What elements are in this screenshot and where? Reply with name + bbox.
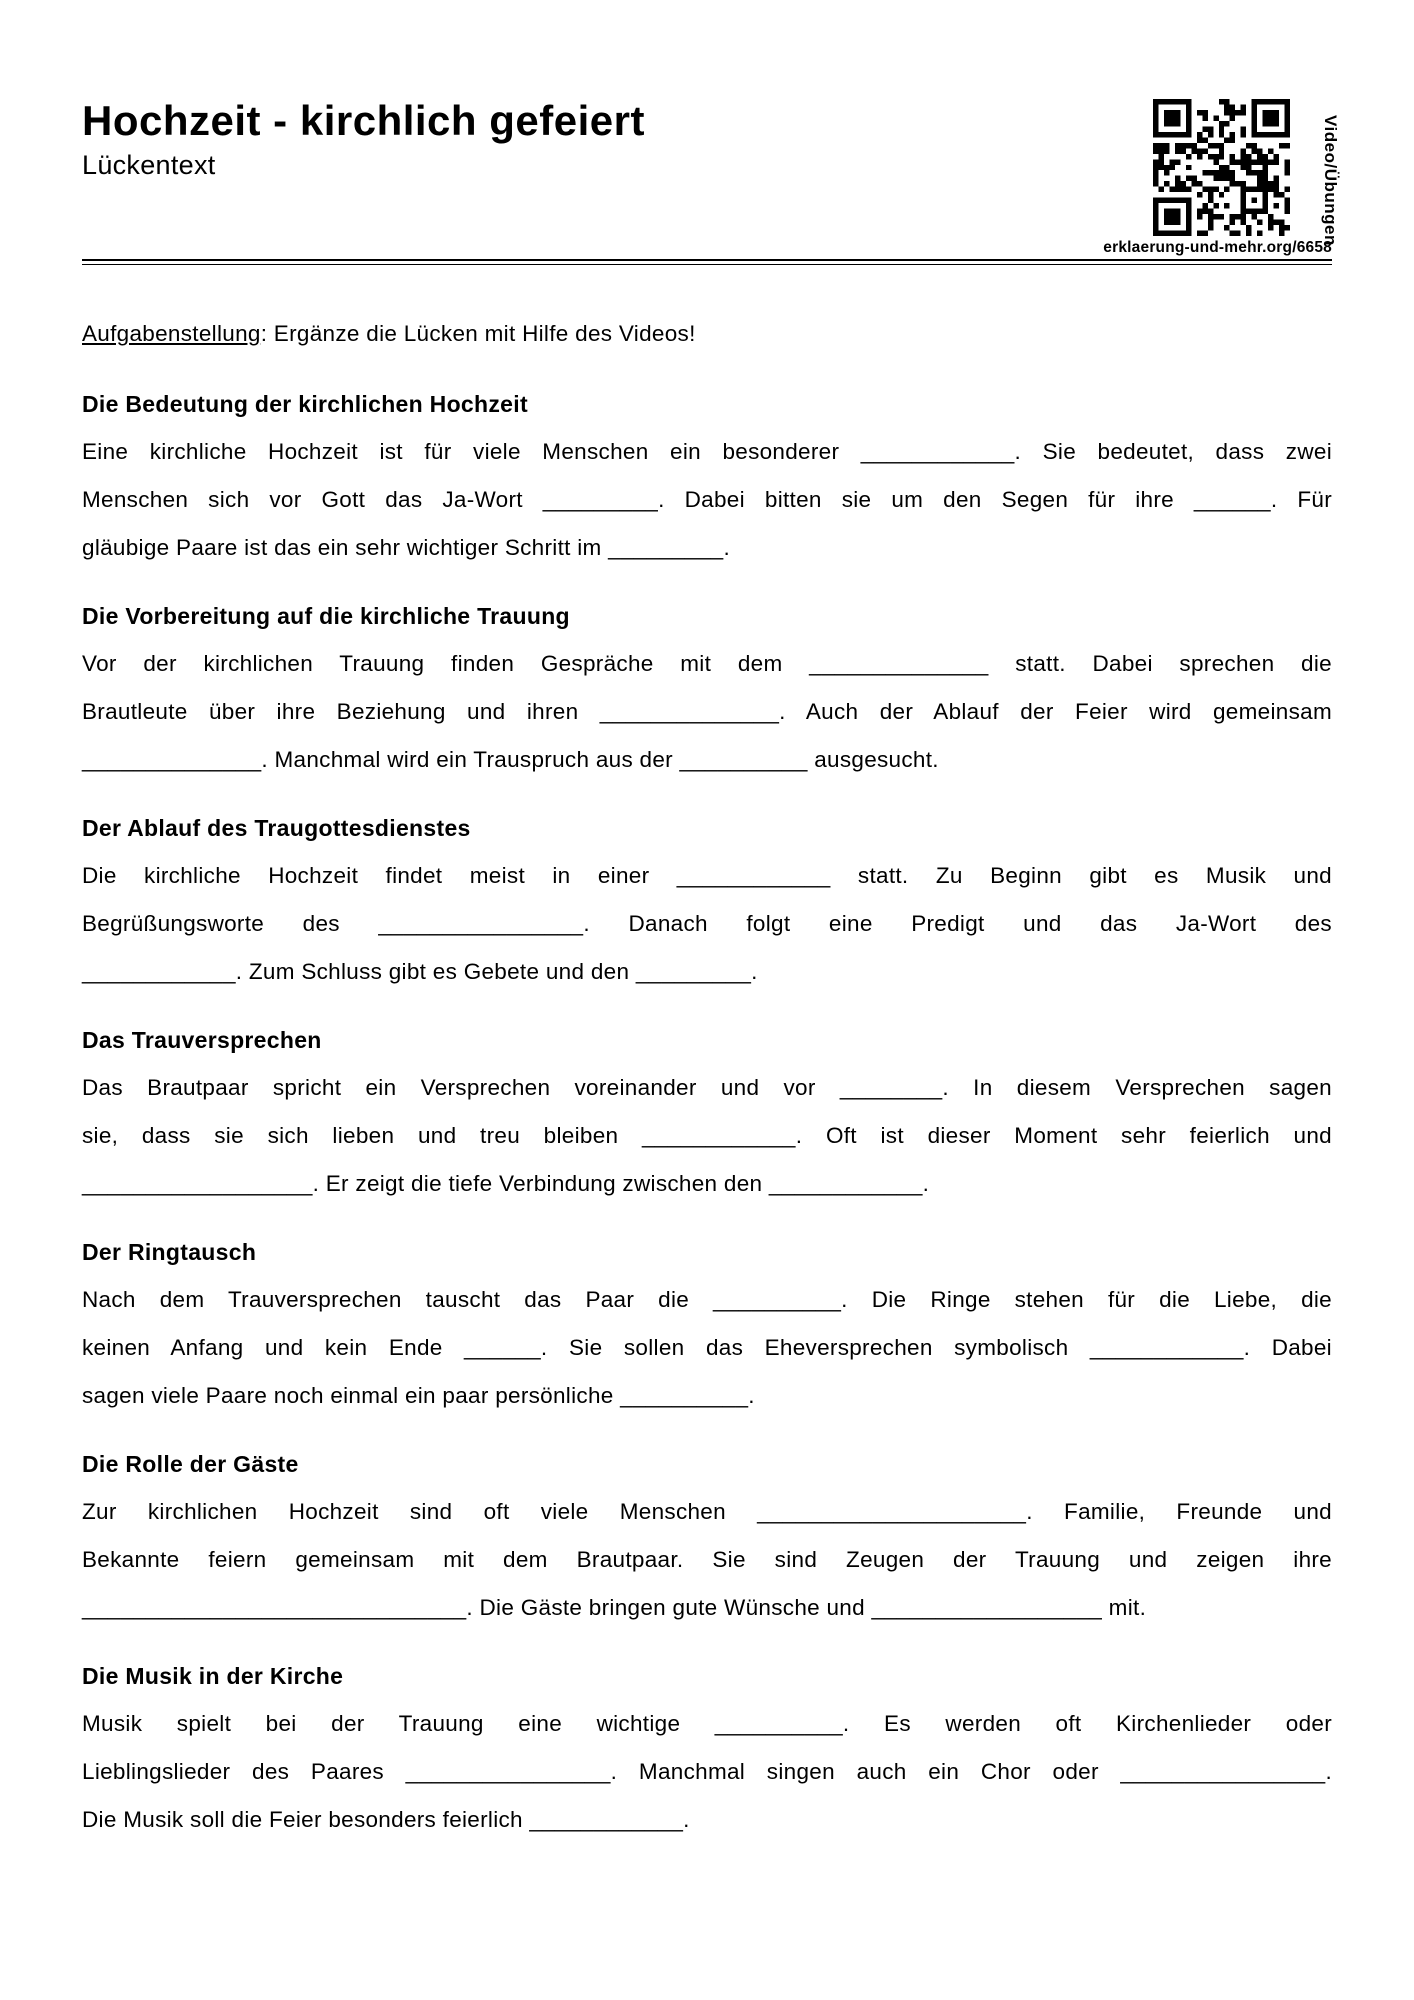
- section-text-line: ____________. Zum Schluss gibt es Gebete und den _________.: [82, 959, 758, 985]
- section-text-line: __________________. Er zeigt die tiefe Verbindung zwischen den ____________.: [82, 1171, 930, 1197]
- section-text-line: Nach dem Trauversprechen tauscht das Paar die __________. Die Ringe stehen für die Liebe, die: [82, 1287, 1332, 1313]
- page-subtitle: Lückentext: [82, 150, 216, 181]
- section-ablauf: [82, 813, 1332, 996]
- task-text: : Ergänze die Lücken mit Hilfe des Videos!: [260, 321, 696, 347]
- qr-caption: Video/Übungen: [1321, 115, 1340, 246]
- section-text-line: Begrüßungsworte des ________________. Danach folgt eine Predigt und das Ja-Wort des: [82, 911, 1332, 937]
- section-heading: Die Musik in der Kirche: [82, 1663, 344, 1690]
- section-text-line: Menschen sich vor Gott das Ja-Wort _________. Dabei bitten sie um den Segen für ihre ______. Für: [82, 487, 1332, 513]
- section-text-line: Das Brautpaar spricht ein Versprechen voreinander und vor ________. In diesem Versprechen sagen: [82, 1075, 1332, 1101]
- section-text-line: Bekannte feiern gemeinsam mit dem Brautpaar. Sie sind Zeugen der Trauung und zeigen ihre: [82, 1547, 1332, 1573]
- section-gaeste: [82, 1449, 1332, 1632]
- section-musik: [82, 1661, 1332, 1844]
- section-heading: Die Bedeutung der kirchlichen Hochzeit: [82, 391, 528, 418]
- source-url: erklaerung-und-mehr.org/6658: [1103, 239, 1332, 257]
- section-bedeutung: [82, 389, 1332, 572]
- section-text-line: Brautleute über ihre Beziehung und ihren ______________. Auch der Ablauf der Feier wird gemeinsam: [82, 699, 1332, 725]
- section-text-line: gläubige Paare ist das ein sehr wichtiger Schritt im _________.: [82, 535, 731, 561]
- section-trauversprechen: [82, 1025, 1332, 1208]
- header-divider: [82, 259, 1332, 265]
- page-content: [82, 0, 1332, 1873]
- sections-container: [82, 389, 1332, 1844]
- section-text-line: ______________________________. Die Gäste bringen gute Wünsche und __________________ mit.: [82, 1595, 1147, 1621]
- section-heading: Das Trauversprechen: [82, 1027, 322, 1054]
- section-text-line: Vor der kirchlichen Trauung finden Gespräche mit dem ______________ statt. Dabei sprechen die: [82, 651, 1332, 677]
- section-text-line: Eine kirchliche Hochzeit ist für viele Menschen ein besonderer ____________. Sie bedeutet, dass zwei: [82, 439, 1332, 465]
- section-text-line: Die Musik soll die Feier besonders feierlich ____________.: [82, 1807, 690, 1833]
- section-ringtausch: [82, 1237, 1332, 1420]
- task-instruction: [82, 321, 1332, 347]
- section-text-line: Zur kirchlichen Hochzeit sind oft viele Menschen _____________________. Familie, Freunde und: [82, 1499, 1332, 1525]
- section-text-line: sie, dass sie sich lieben und treu bleiben ____________. Oft ist dieser Moment sehr feierlich und: [82, 1123, 1332, 1149]
- section-text-line: Musik spielt bei der Trauung eine wichtige __________. Es werden oft Kirchenlieder oder: [82, 1711, 1332, 1737]
- section-vorbereitung: [82, 601, 1332, 784]
- qr-code: [1153, 99, 1290, 236]
- section-heading: Der Ringtausch: [82, 1239, 257, 1266]
- section-text-line: keinen Anfang und kein Ende ______. Sie sollen das Eheversprechen symbolisch ____________. Dabei: [82, 1335, 1332, 1361]
- section-text-line: Lieblingslieder des Paares ________________. Manchmal singen auch ein Chor oder ________________.: [82, 1759, 1332, 1785]
- section-heading: Der Ablauf des Traugottesdienstes: [82, 815, 471, 842]
- section-heading: Die Rolle der Gäste: [82, 1451, 299, 1478]
- section-text-line: Die kirchliche Hochzeit findet meist in einer ____________ statt. Zu Beginn gibt es Musik und: [82, 863, 1332, 889]
- qr-code-svg: [1153, 99, 1290, 236]
- section-text-line: sagen viele Paare noch einmal ein paar persönliche __________.: [82, 1383, 755, 1409]
- section-text-line: ______________. Manchmal wird ein Trauspruch aus der __________ ausgesucht.: [82, 747, 939, 773]
- section-heading: Die Vorbereitung auf die kirchliche Trauung: [82, 603, 570, 630]
- task-label: Aufgabenstellung: [82, 321, 261, 347]
- page-title: Hochzeit - kirchlich gefeiert: [82, 97, 645, 144]
